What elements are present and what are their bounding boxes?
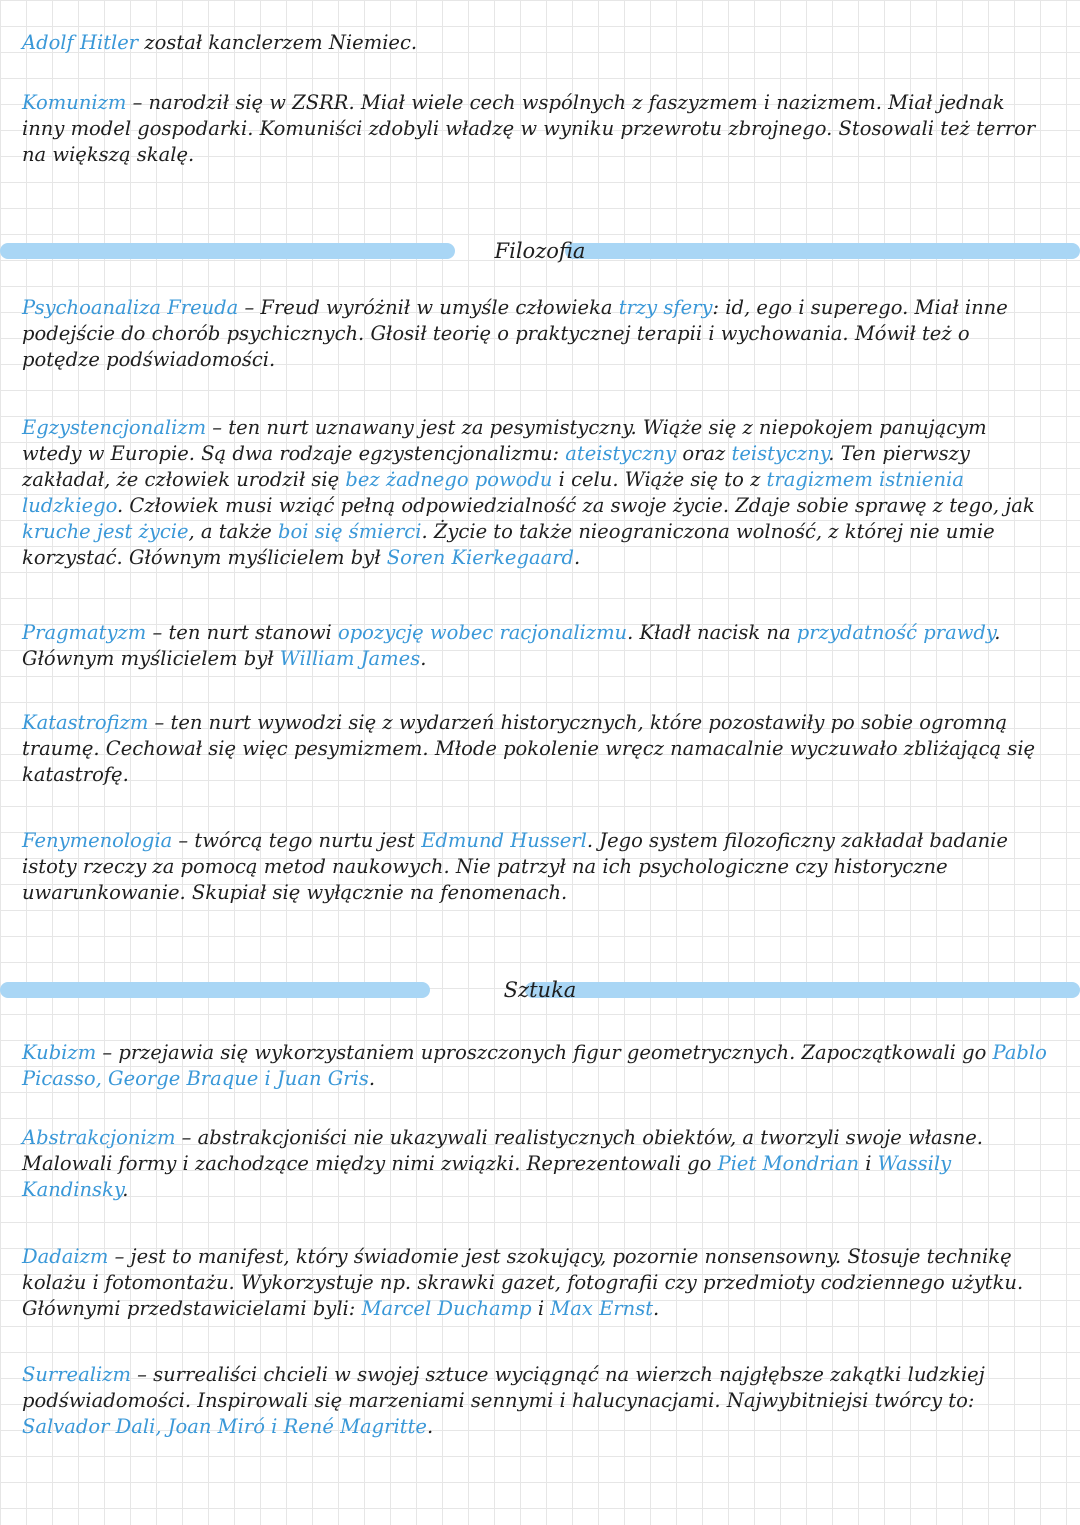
section-divider-sztuka [0, 975, 1080, 1005]
term-katastrofizm: Katastrofizm [22, 711, 149, 734]
sur-text-1: – surrealiści chcieli w swojej sztuce wyciągnąć na wierzch najgłębsze zakątki ludzkiej podświadomości. Inspirowali się marzeniami sennymi i halucynacjami. Najwybitniejsi twórcy to: [22, 1363, 985, 1412]
term-egzystencjonalizm: Egzystencjonalizm [22, 416, 207, 439]
psychoanaliza-note [22, 295, 1052, 373]
egz-highlight-teistyczny: teistyczny [731, 442, 829, 465]
term-hitler: Adolf Hitler [22, 31, 139, 54]
abs-text-2: i [859, 1152, 878, 1175]
sur-highlight-artists: Salvador Dali, Joan Miró i René Magritte [22, 1415, 427, 1438]
abs-text-3: . [122, 1178, 129, 1201]
section-title-filozofia: Filozofia [494, 239, 586, 263]
egz-highlight-ateistyczny: ateistyczny [565, 442, 677, 465]
prag-text-4: . [420, 647, 427, 670]
section-title-sztuka: Sztuka [503, 978, 577, 1002]
komunizm-note [22, 90, 1052, 168]
dad-text-3: . [653, 1297, 660, 1320]
psychoanaliza-highlight: trzy sfery [618, 296, 713, 319]
pragmatyzm-note [22, 620, 1052, 672]
surrealizm-note [22, 1362, 1052, 1440]
fen-highlight-husserl: Edmund Husserl [421, 829, 587, 852]
katastrofizm-text: – ten nurt wywodzi się z wydarzeń historycznych, które pozostawiły po sobie ogromną traumę. Cechował się więc pesymizmem. Młode pokolenie wręcz namacalnie wyczuwało zbliżającą się katastrofę. [22, 711, 1036, 786]
term-dadaizm: Dadaizm [22, 1245, 109, 1268]
egz-text-8: . [574, 546, 581, 569]
katastrofizm-note [22, 710, 1052, 788]
abstrakcjonizm-note [22, 1125, 1052, 1203]
term-pragmatyzm: Pragmatyzm [22, 621, 147, 644]
prag-highlight-przydatnosc: przydatność prawdy [796, 621, 995, 644]
kubizm-note [22, 1040, 1052, 1092]
dad-highlight-duchamp: Marcel Duchamp [361, 1297, 532, 1320]
fen-text-1: – twórcą tego nurtu jest [172, 829, 422, 852]
egz-highlight-smierci: boi się śmierci [278, 520, 422, 543]
egz-text-2: oraz [676, 442, 732, 465]
term-surrealizm: Surrealizm [22, 1363, 131, 1386]
egz-text-4: i celu. Wiąże się to z [552, 468, 767, 491]
kub-text-1: – przejawia się wykorzystaniem uproszczonych figur geometrycznych. Zapoczątkowali go [96, 1041, 993, 1064]
kub-highlight-artists: Pablo Picasso, George Braque i Juan Gris [22, 1041, 1047, 1090]
fenomenologia-note [22, 828, 1052, 906]
egz-highlight-tragizm: tragizmem istnienia ludzkiego [22, 468, 964, 517]
egz-text-7: . Życie to także nieograniczona wolność, z której nie umie korzystać. Głównym myślicielem był [22, 520, 995, 569]
dadaizm-note [22, 1244, 1052, 1322]
psychoanaliza-text-2: : id, ego i superego. Miał inne podejście do chorób psychicznych. Głosił teorię o praktycznej terapii i wychowania. Mówił też o potędze podświadomości. [22, 296, 1008, 371]
term-psychoanaliza: Psychoanaliza Freuda [22, 296, 239, 319]
prag-highlight-opozycja: opozycję wobec racjonalizmu [337, 621, 628, 644]
prag-text-2: . Kładł nacisk na [627, 621, 797, 644]
egz-highlight-kruche: kruche jest życie [22, 520, 189, 543]
psychoanaliza-text: – Freud wyróżnił w umyśle człowieka [238, 296, 619, 319]
kub-text-2: . [368, 1067, 376, 1090]
dad-text-2: i [531, 1297, 551, 1320]
term-fenomenologia: Fenymenologia [22, 829, 173, 852]
term-abstrakcjonizm: Abstrakcjonizm [22, 1126, 176, 1149]
dad-text-1: – jest to manifest, który świadomie jest szokujący, pozornie nonsensowny. Stosuje technikę kolażu i fotomontażu. Wykorzystuje np. skrawki gazet, fotografii czy przedmioty codziennego użytku. Głównymi przedstawicielami byli: [22, 1245, 1024, 1320]
abs-highlight-mondrian: Piet Mondrian [717, 1152, 860, 1175]
abs-text-1: – abstrakcjoniści nie ukazywali realistycznych obiektów, a tworzyli swoje własne. Malowali formy i zachodzące między nimi związki. Reprezentowali go [22, 1126, 983, 1175]
egz-text-3: . Ten pierwszy zakładał, że człowiek urodził się [22, 442, 970, 491]
fen-text-2: . Jego system filozoficzny zakładał badanie istoty rzeczy za pomocą metod naukowych. Nie patrzył na ich psychologiczne czy historyczne uwarunkowanie. Skupiał się wyłącznie na fenomenach. [22, 829, 1008, 904]
term-komunizm: Komunizm [22, 91, 127, 114]
hitler-text: został kanclerzem Niemiec. [138, 31, 418, 54]
dad-highlight-ernst: Max Ernst [550, 1297, 654, 1320]
egz-highlight-kierkegaard: Soren Kierkegaard [386, 546, 575, 569]
section-divider-filozofia [0, 236, 1080, 266]
abs-highlight-kandinsky: Wassily Kandinsky [22, 1152, 952, 1201]
egz-highlight-powodu: bez żadnego powodu [345, 468, 553, 491]
prag-text-1: – ten nurt stanowi [146, 621, 338, 644]
egz-text-5: . Człowiek musi wziąć pełną odpowiedzialność za swoje życie. Zdaje sobie sprawę z tego, jak [117, 494, 1035, 517]
prag-text-3: . Głównym myślicielem był [22, 621, 1001, 670]
egz-text-1: – ten nurt uznawany jest za pesymistyczny. Wiąże się z niepokojem panującym wtedy w Europie. Są dwa rodzaje egzystencjonalizmu: [22, 416, 987, 465]
term-kubizm: Kubizm [22, 1041, 97, 1064]
prag-highlight-james: William James [279, 647, 421, 670]
egz-text-6: , a także [188, 520, 279, 543]
hitler-note [22, 30, 1052, 56]
komunizm-text: – narodził się w ZSRR. Miał wiele cech wspólnych z faszyzmem i nazizmem. Miał jednak inny model gospodarki. Komuniści zdobyli władzę w wyniku przewrotu zbrojnego. Stosowali też terror na większą skalę. [22, 91, 1036, 166]
sur-text-2: . [426, 1415, 434, 1438]
egzystencjonalizm-note [22, 415, 1052, 571]
